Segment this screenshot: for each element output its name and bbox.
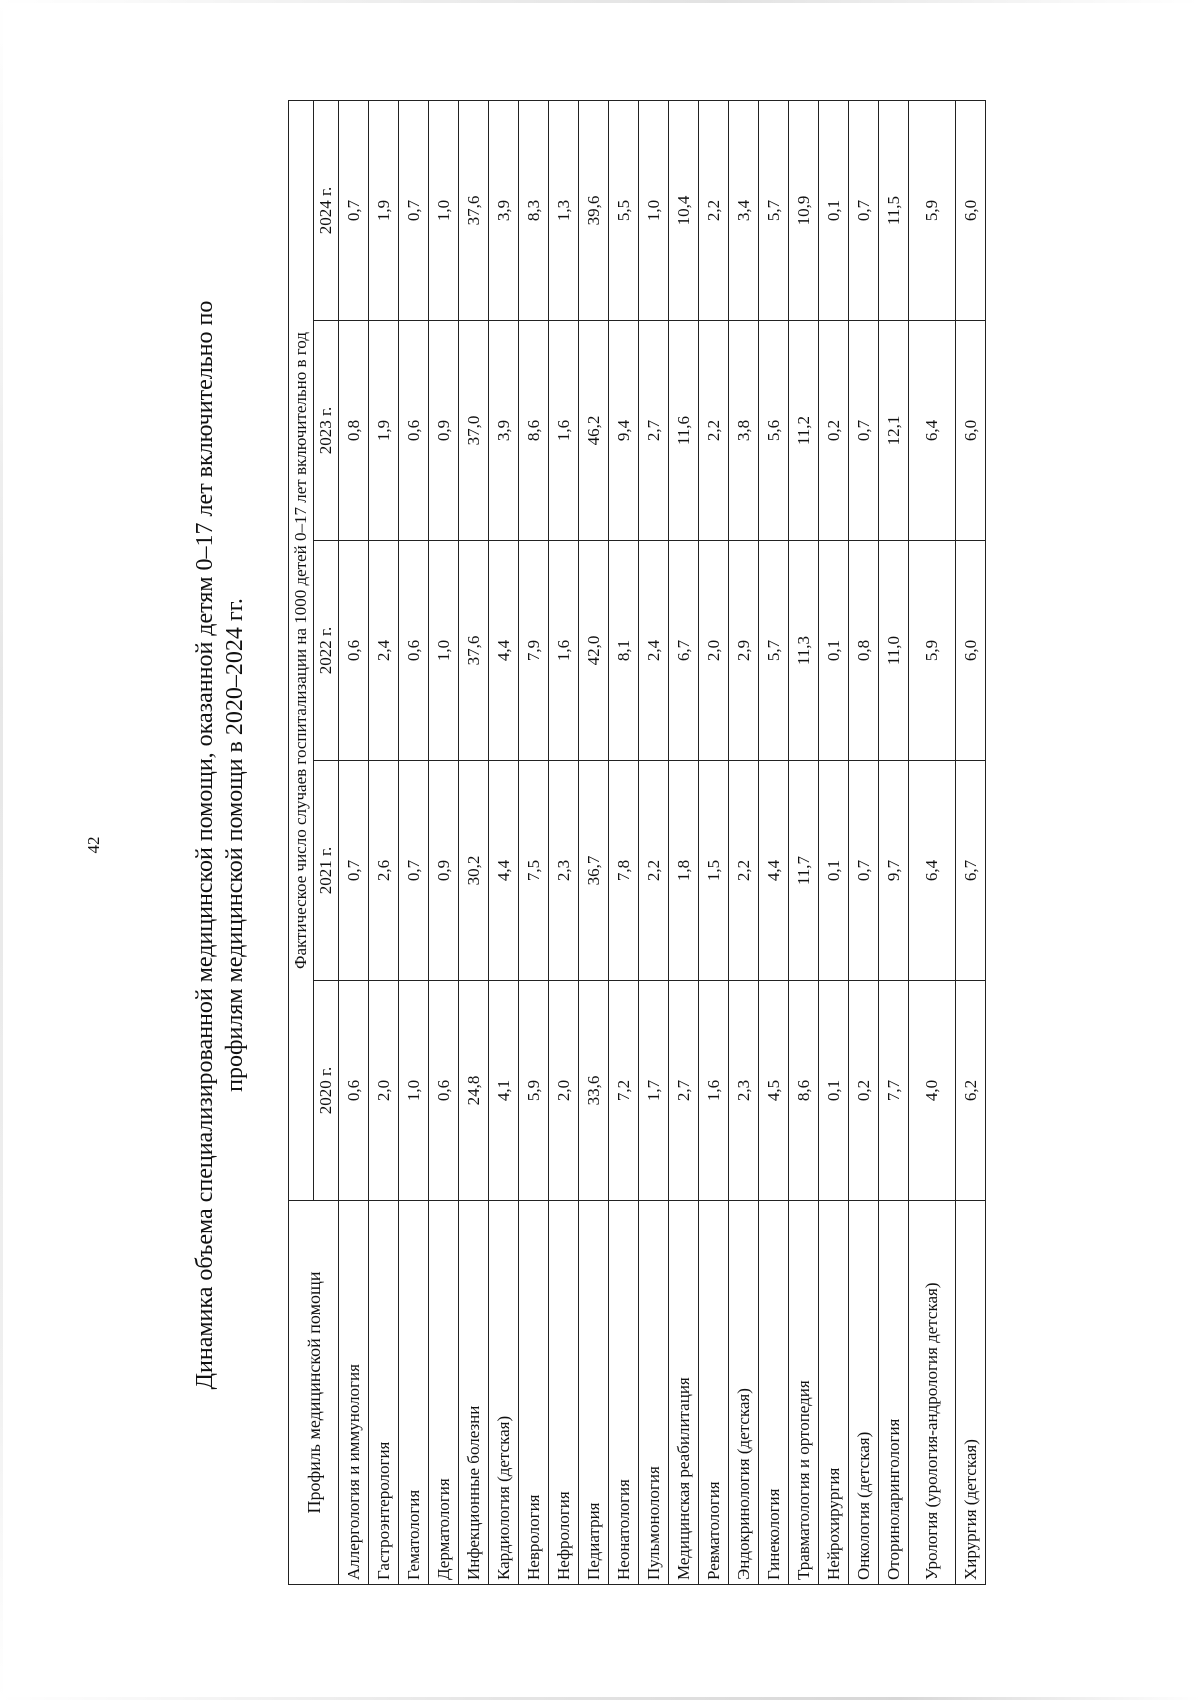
value-cell: 0,6 — [399, 541, 429, 761]
value-cell: 0,2 — [849, 981, 879, 1201]
table-row — [669, 101, 699, 1585]
value-cell: 1,0 — [639, 101, 669, 321]
value-cell: 0,2 — [819, 321, 849, 541]
profile-cell: Неврология — [519, 1201, 549, 1585]
value-cell: 2,2 — [729, 761, 759, 981]
value-cell: 11,0 — [879, 541, 909, 761]
value-cell: 0,9 — [429, 761, 459, 981]
table-row — [699, 101, 729, 1585]
profile-cell: Аллергология и иммунология — [339, 1201, 369, 1585]
value-cell: 1,8 — [669, 761, 699, 981]
year-header: 2021 г. — [314, 761, 339, 981]
value-cell: 39,6 — [579, 101, 609, 321]
value-cell: 6,4 — [909, 761, 956, 981]
value-cell: 2,2 — [699, 101, 729, 321]
value-cell: 0,9 — [429, 321, 459, 541]
value-cell: 2,0 — [699, 541, 729, 761]
value-cell: 0,6 — [429, 981, 459, 1201]
value-cell: 2,9 — [729, 541, 759, 761]
hospitalization-table — [288, 100, 986, 1585]
value-cell: 6,2 — [956, 981, 986, 1201]
table-row — [459, 101, 489, 1585]
value-cell: 0,1 — [819, 981, 849, 1201]
value-cell: 5,6 — [759, 321, 789, 541]
profile-cell: Нефрология — [549, 1201, 579, 1585]
value-cell: 8,6 — [789, 981, 819, 1201]
value-cell: 6,7 — [956, 761, 986, 981]
profile-cell: Инфекционные болезни — [459, 1201, 489, 1585]
profile-cell: Оториноларингология — [879, 1201, 909, 1585]
profile-cell: Педиатрия — [579, 1201, 609, 1585]
value-cell: 8,1 — [609, 541, 639, 761]
document-title — [190, 160, 250, 1530]
value-cell: 2,6 — [369, 761, 399, 981]
value-cell: 8,3 — [519, 101, 549, 321]
data-table-wrapper — [288, 100, 986, 1585]
value-cell: 5,5 — [609, 101, 639, 321]
value-cell: 9,4 — [609, 321, 639, 541]
profile-cell: Неонатология — [609, 1201, 639, 1585]
table-row — [489, 101, 519, 1585]
value-cell: 4,5 — [759, 981, 789, 1201]
value-cell: 0,8 — [849, 541, 879, 761]
value-cell: 5,9 — [909, 541, 956, 761]
value-cell: 2,4 — [369, 541, 399, 761]
value-cell: 7,9 — [519, 541, 549, 761]
value-cell: 1,6 — [549, 321, 579, 541]
value-cell: 37,6 — [459, 541, 489, 761]
table-body — [339, 101, 986, 1585]
year-header: 2024 г. — [314, 101, 339, 321]
profile-cell: Эндокринология (детская) — [729, 1201, 759, 1585]
value-cell: 33,6 — [579, 981, 609, 1201]
value-cell: 1,9 — [369, 321, 399, 541]
profile-cell: Нейрохирургия — [819, 1201, 849, 1585]
value-cell: 11,6 — [669, 321, 699, 541]
profile-cell: Кардиология (детская) — [489, 1201, 519, 1585]
value-cell: 0,6 — [339, 541, 369, 761]
value-cell: 5,9 — [909, 101, 956, 321]
table-header-row — [289, 101, 314, 1585]
value-cell: 6,7 — [669, 541, 699, 761]
value-cell: 7,8 — [609, 761, 639, 981]
value-cell: 3,9 — [489, 101, 519, 321]
profile-cell: Хирургия (детская) — [956, 1201, 986, 1585]
value-cell: 6,0 — [956, 541, 986, 761]
value-cell: 0,7 — [339, 761, 369, 981]
value-cell: 2,7 — [669, 981, 699, 1201]
profile-cell: Травматология и ортопедия — [789, 1201, 819, 1585]
value-cell: 0,6 — [339, 981, 369, 1201]
value-cell: 37,0 — [459, 321, 489, 541]
value-cell: 1,0 — [399, 981, 429, 1201]
value-cell: 2,7 — [639, 321, 669, 541]
value-cell: 1,0 — [429, 541, 459, 761]
value-cell: 1,9 — [369, 101, 399, 321]
value-cell: 1,7 — [639, 981, 669, 1201]
profile-cell: Урология (урология-андрология детская) — [909, 1201, 956, 1585]
value-cell: 1,5 — [699, 761, 729, 981]
value-cell: 1,0 — [429, 101, 459, 321]
value-cell: 4,0 — [909, 981, 956, 1201]
value-cell: 9,7 — [879, 761, 909, 981]
table-row — [579, 101, 609, 1585]
year-header: 2020 г. — [314, 981, 339, 1201]
value-cell: 0,7 — [399, 761, 429, 981]
value-cell: 1,3 — [549, 101, 579, 321]
value-cell: 0,6 — [399, 321, 429, 541]
value-cell: 2,2 — [699, 321, 729, 541]
value-cell: 6,4 — [909, 321, 956, 541]
value-cell: 0,1 — [819, 541, 849, 761]
profile-column-header: Профиль медицинской помощи — [289, 1201, 339, 1585]
value-cell: 42,0 — [579, 541, 609, 761]
table-row — [956, 101, 986, 1585]
table-row — [399, 101, 429, 1585]
value-cell: 11,5 — [879, 101, 909, 321]
group-column-header: Фактическое число случаев госпитализации на 1000 детей 0–17 лет включительно в год — [289, 101, 314, 1201]
table-row — [639, 101, 669, 1585]
year-header: 2023 г. — [314, 321, 339, 541]
value-cell: 7,5 — [519, 761, 549, 981]
value-cell: 1,6 — [699, 981, 729, 1201]
value-cell: 46,2 — [579, 321, 609, 541]
profile-cell: Гастроэнтерология — [369, 1201, 399, 1585]
profile-cell: Дерматология — [429, 1201, 459, 1585]
table-row — [759, 101, 789, 1585]
value-cell: 2,3 — [729, 981, 759, 1201]
value-cell: 6,0 — [956, 101, 986, 321]
value-cell: 11,3 — [789, 541, 819, 761]
value-cell: 0,7 — [849, 101, 879, 321]
value-cell: 6,0 — [956, 321, 986, 541]
value-cell: 0,7 — [849, 761, 879, 981]
value-cell: 30,2 — [459, 761, 489, 981]
profile-cell: Ревматология — [699, 1201, 729, 1585]
profile-cell: Гематология — [399, 1201, 429, 1585]
value-cell: 4,4 — [489, 761, 519, 981]
value-cell: 2,0 — [369, 981, 399, 1201]
table-row — [789, 101, 819, 1585]
value-cell: 4,4 — [489, 541, 519, 761]
profile-cell: Онкология (детская) — [849, 1201, 879, 1585]
value-cell: 2,0 — [549, 981, 579, 1201]
value-cell: 5,7 — [759, 101, 789, 321]
value-cell: 2,3 — [549, 761, 579, 981]
value-cell: 5,7 — [759, 541, 789, 761]
table-row — [909, 101, 956, 1585]
value-cell: 10,4 — [669, 101, 699, 321]
title-line-1: Динамика объема специализированной медицинской помощи, оказанной детям 0–17 лет включительно по — [192, 300, 218, 1390]
value-cell: 12,1 — [879, 321, 909, 541]
profile-cell: Медицинская реабилитация — [669, 1201, 699, 1585]
value-cell: 0,1 — [819, 101, 849, 321]
value-cell: 0,7 — [339, 101, 369, 321]
value-cell: 3,9 — [489, 321, 519, 541]
value-cell: 2,4 — [639, 541, 669, 761]
value-cell: 0,7 — [399, 101, 429, 321]
table-row — [369, 101, 399, 1585]
table-row — [519, 101, 549, 1585]
value-cell: 11,2 — [789, 321, 819, 541]
table-row — [339, 101, 369, 1585]
title-line-2: профилям медицинской помощи в 2020–2024 гг. — [222, 598, 248, 1092]
value-cell: 10,9 — [789, 101, 819, 321]
table-row — [819, 101, 849, 1585]
value-cell: 0,8 — [339, 321, 369, 541]
value-cell: 4,4 — [759, 761, 789, 981]
value-cell: 0,7 — [849, 321, 879, 541]
table-row — [549, 101, 579, 1585]
value-cell: 1,6 — [549, 541, 579, 761]
value-cell: 3,4 — [729, 101, 759, 321]
value-cell: 24,8 — [459, 981, 489, 1201]
profile-cell: Гинекология — [759, 1201, 789, 1585]
table-row — [879, 101, 909, 1585]
table-row — [609, 101, 639, 1585]
value-cell: 8,6 — [519, 321, 549, 541]
value-cell: 11,7 — [789, 761, 819, 981]
page-number: 42 — [84, 836, 103, 854]
value-cell: 7,2 — [609, 981, 639, 1201]
value-cell: 3,8 — [729, 321, 759, 541]
value-cell: 0,1 — [819, 761, 849, 981]
table-row — [849, 101, 879, 1585]
value-cell: 37,6 — [459, 101, 489, 321]
table-row — [729, 101, 759, 1585]
table-row — [429, 101, 459, 1585]
value-cell: 5,9 — [519, 981, 549, 1201]
value-cell: 7,7 — [879, 981, 909, 1201]
value-cell: 2,2 — [639, 761, 669, 981]
year-header: 2022 г. — [314, 541, 339, 761]
value-cell: 4,1 — [489, 981, 519, 1201]
value-cell: 36,7 — [579, 761, 609, 981]
profile-cell: Пульмонология — [639, 1201, 669, 1585]
